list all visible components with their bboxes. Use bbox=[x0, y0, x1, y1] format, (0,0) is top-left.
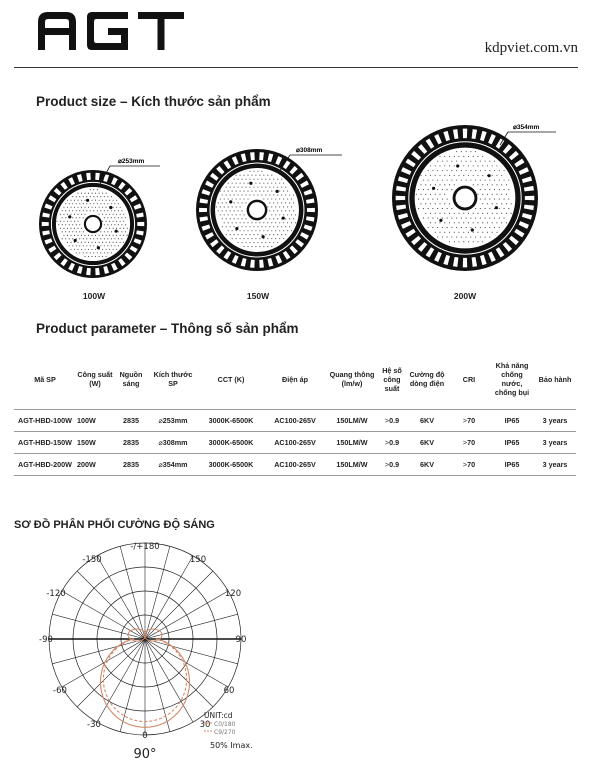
table-cell: ⌀253mm bbox=[148, 410, 198, 432]
bottom-angle-label: 90° bbox=[133, 747, 157, 762]
product-parameter-title: Product parameter – Thông số sản phẩm bbox=[36, 321, 299, 336]
symbol-prefix: > bbox=[462, 416, 468, 425]
table-cell: AGT-HBD-150W bbox=[14, 432, 76, 454]
lamp-100w-drawing bbox=[39, 170, 147, 278]
polar-spoke bbox=[120, 546, 145, 639]
angle-label-r30: 30 bbox=[199, 720, 211, 730]
table-cell: 3 years bbox=[534, 454, 576, 476]
polar-spoke bbox=[145, 556, 193, 639]
dim-label-150w: ⌀308mm bbox=[296, 147, 323, 154]
agt-logo bbox=[36, 8, 188, 52]
symbol-prefix: > bbox=[384, 438, 390, 447]
col-header: Điện áp bbox=[282, 374, 308, 384]
col-header: Quang thông (lm/w) bbox=[329, 370, 375, 388]
symbol-prefix: > bbox=[384, 460, 390, 469]
dim-label-100w: ⌀253mm bbox=[118, 158, 145, 165]
col-header: CCT (K) bbox=[217, 374, 245, 384]
col-header: Công suất (W) bbox=[77, 370, 113, 388]
symbol-prefix: > bbox=[384, 416, 390, 425]
angle-label-l60: -60 bbox=[53, 686, 67, 696]
table-cell: AGT-HBD-100W bbox=[14, 410, 76, 432]
col-header: CRI bbox=[462, 374, 476, 384]
symbol-prefix: > bbox=[462, 460, 468, 469]
legend-c0-180: C0/180 bbox=[214, 721, 236, 728]
table-cell: >70 bbox=[448, 432, 490, 454]
table-cell: IP65 bbox=[490, 454, 534, 476]
angle-label-r60: 60 bbox=[223, 686, 235, 696]
angle-label-bottom: 0 bbox=[142, 731, 148, 741]
table-cell: 6KV bbox=[406, 432, 448, 454]
table-cell: AGT-HBD-200W bbox=[14, 454, 76, 476]
polar-spoke bbox=[145, 614, 238, 639]
parameter-table bbox=[14, 349, 576, 476]
angle-label-l30: -30 bbox=[87, 720, 101, 730]
angle-label-l90: -90 bbox=[39, 635, 53, 645]
symbol-prefix: > bbox=[462, 438, 468, 447]
col-header: Kích thước SP bbox=[153, 370, 193, 388]
angle-label-r120: 120 bbox=[224, 589, 242, 599]
table-cell: 150LM/W bbox=[326, 432, 378, 454]
angle-label-r90: 90 bbox=[235, 635, 247, 645]
table-cell: 3 years bbox=[534, 432, 576, 454]
lamp-drawings bbox=[0, 112, 592, 312]
table-cell: 100W bbox=[76, 410, 114, 432]
table-cell: >70 bbox=[448, 410, 490, 432]
table-cell: >0.9 bbox=[378, 454, 406, 476]
polar-spoke bbox=[52, 639, 145, 664]
lamp-150w-drawing bbox=[196, 149, 318, 271]
table-cell: 200W bbox=[76, 454, 114, 476]
col-header: Hệ số công suất bbox=[382, 365, 402, 393]
symbol-prefix: ⌀ bbox=[158, 460, 163, 469]
table-row bbox=[14, 410, 576, 432]
table-cell: 150W bbox=[76, 432, 114, 454]
lamp-fin bbox=[137, 222, 144, 226]
table-cell: 3000K-6500K bbox=[198, 410, 264, 432]
unit-label: UNIT:cd bbox=[204, 711, 233, 720]
table-row bbox=[14, 454, 576, 476]
table-cell: AC100-265V bbox=[264, 454, 326, 476]
col-header: Khả năng chống nước, chống bụi bbox=[494, 361, 530, 397]
dim-label-200w: ⌀354mm bbox=[513, 124, 540, 131]
table-cell: 6KV bbox=[406, 410, 448, 432]
imax-note: 50% Imax. bbox=[210, 741, 253, 750]
table-cell: 150LM/W bbox=[326, 410, 378, 432]
table-cell: 2835 bbox=[114, 410, 148, 432]
table-cell: 3 years bbox=[534, 410, 576, 432]
lamp-fin bbox=[199, 208, 207, 212]
table-cell: AC100-265V bbox=[264, 410, 326, 432]
angle-label-top: -/+180 bbox=[130, 542, 160, 552]
table-cell: 3000K-6500K bbox=[198, 454, 264, 476]
lamp-fin bbox=[525, 196, 534, 200]
polar-spoke bbox=[120, 639, 145, 732]
table-cell: >0.9 bbox=[378, 432, 406, 454]
product-size-title: Product size – Kích thước sản phẩm bbox=[36, 94, 271, 109]
legend-c90-270: C9/270 bbox=[214, 729, 236, 736]
polar-spoke bbox=[97, 556, 145, 639]
polar-spoke bbox=[145, 546, 170, 639]
angle-label-tr150: 150 bbox=[189, 555, 207, 565]
lamp-fin bbox=[307, 208, 315, 212]
table-cell: ⌀308mm bbox=[148, 432, 198, 454]
table-cell: 3000K-6500K bbox=[198, 432, 264, 454]
lamp-200w-label: 200W bbox=[453, 291, 477, 301]
col-header: Cường độ dòng điện bbox=[409, 370, 445, 388]
table-row bbox=[14, 432, 576, 454]
col-header: Mã SP bbox=[34, 374, 56, 384]
table-cell: 2835 bbox=[114, 454, 148, 476]
table-cell: >0.9 bbox=[378, 410, 406, 432]
header-divider bbox=[14, 67, 578, 68]
polar-spoke bbox=[52, 614, 145, 639]
table-cell: IP65 bbox=[490, 410, 534, 432]
polar-spoke bbox=[145, 591, 228, 639]
table-cell: IP65 bbox=[490, 432, 534, 454]
polar-diagram bbox=[0, 536, 300, 771]
table-cell: >70 bbox=[448, 454, 490, 476]
website-url[interactable]: kdpviet.com.vn bbox=[484, 40, 578, 56]
polar-spoke bbox=[145, 639, 193, 722]
polar-spoke bbox=[145, 639, 170, 732]
table-cell: 6KV bbox=[406, 454, 448, 476]
angle-label-tl150: -150 bbox=[82, 555, 102, 565]
symbol-prefix: ⌀ bbox=[158, 438, 163, 447]
polar-spoke bbox=[62, 591, 145, 639]
polar-spoke bbox=[97, 639, 145, 722]
symbol-prefix: ⌀ bbox=[158, 416, 163, 425]
lamp-100w-label: 100W bbox=[82, 291, 106, 301]
polar-spoke bbox=[145, 639, 238, 664]
col-header: Nguồn sáng bbox=[119, 370, 143, 388]
polar-spoke bbox=[145, 639, 213, 707]
lamp-fin bbox=[463, 129, 467, 138]
table-cell: AC100-265V bbox=[264, 432, 326, 454]
col-header: Bảo hành bbox=[538, 374, 572, 384]
lamp-200w-drawing bbox=[392, 125, 538, 271]
table-cell: 150LM/W bbox=[326, 454, 378, 476]
table-cell: ⌀354mm bbox=[148, 454, 198, 476]
lamp-fin bbox=[42, 222, 49, 226]
lamp-fin bbox=[463, 258, 467, 267]
lamp-fin bbox=[396, 196, 405, 200]
table-cell: 2835 bbox=[114, 432, 148, 454]
lamp-150w-label: 150W bbox=[246, 291, 270, 301]
polar-spoke bbox=[77, 639, 145, 707]
table-header-row bbox=[14, 349, 576, 410]
light-distribution-title: SƠ ĐỒ PHÂN PHỐI CƯỜNG ĐỘ SÁNG bbox=[14, 519, 215, 531]
angle-label-l120: -120 bbox=[46, 589, 66, 599]
polar-grid bbox=[49, 543, 241, 735]
